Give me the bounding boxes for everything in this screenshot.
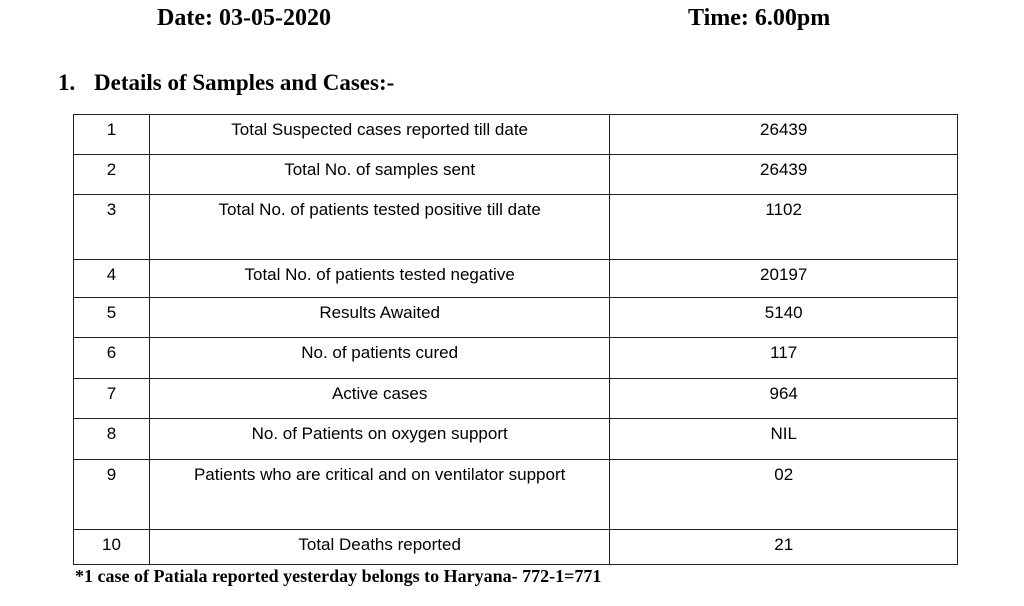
value-cell: 26439 (610, 155, 958, 195)
section-number: 1. (58, 70, 76, 95)
description-cell: Total No. of samples sent (149, 155, 609, 195)
table-row (74, 155, 958, 195)
table-row (74, 419, 958, 460)
serial-number-cell: 6 (74, 338, 150, 379)
value-cell: 1102 (610, 195, 958, 260)
value-cell: 20197 (610, 260, 958, 298)
description-cell: Patients who are critical and on ventilator support (149, 460, 609, 530)
samples-cases-table (73, 114, 958, 565)
description-cell: Total No. of patients tested negative (149, 260, 609, 298)
description-cell: Results Awaited (149, 298, 609, 338)
description-cell: No. of Patients on oxygen support (149, 419, 609, 460)
serial-number-cell: 1 (74, 115, 150, 155)
serial-number-cell: 8 (74, 419, 150, 460)
report-time: Time: 6.00pm (688, 5, 831, 31)
table-row (74, 298, 958, 338)
report-date: Date: 03-05-2020 (157, 5, 331, 31)
table-row (74, 260, 958, 298)
section-heading (58, 69, 394, 97)
serial-number-cell: 2 (74, 155, 150, 195)
table-row (74, 338, 958, 379)
table-row (74, 379, 958, 419)
serial-number-cell: 4 (74, 260, 150, 298)
value-cell: NIL (610, 419, 958, 460)
value-cell: 21 (610, 530, 958, 565)
description-cell: Total No. of patients tested positive till date (149, 195, 609, 260)
serial-number-cell: 7 (74, 379, 150, 419)
description-cell: Total Suspected cases reported till date (149, 115, 609, 155)
value-cell: 5140 (610, 298, 958, 338)
section-title: Details of Samples and Cases:- (94, 70, 395, 95)
table-row (74, 530, 958, 565)
table-row (74, 460, 958, 530)
value-cell: 117 (610, 338, 958, 379)
table-row (74, 115, 958, 155)
serial-number-cell: 3 (74, 195, 150, 260)
table-row (74, 195, 958, 260)
description-cell: Active cases (149, 379, 609, 419)
serial-number-cell: 5 (74, 298, 150, 338)
description-cell: Total Deaths reported (149, 530, 609, 565)
value-cell: 964 (610, 379, 958, 419)
footnote: *1 case of Patiala reported yesterday belongs to Haryana- 772-1=771 (75, 566, 602, 586)
serial-number-cell: 10 (74, 530, 150, 565)
value-cell: 02 (610, 460, 958, 530)
value-cell: 26439 (610, 115, 958, 155)
description-cell: No. of patients cured (149, 338, 609, 379)
serial-number-cell: 9 (74, 460, 150, 530)
cut-off-text-line (75, 598, 365, 606)
